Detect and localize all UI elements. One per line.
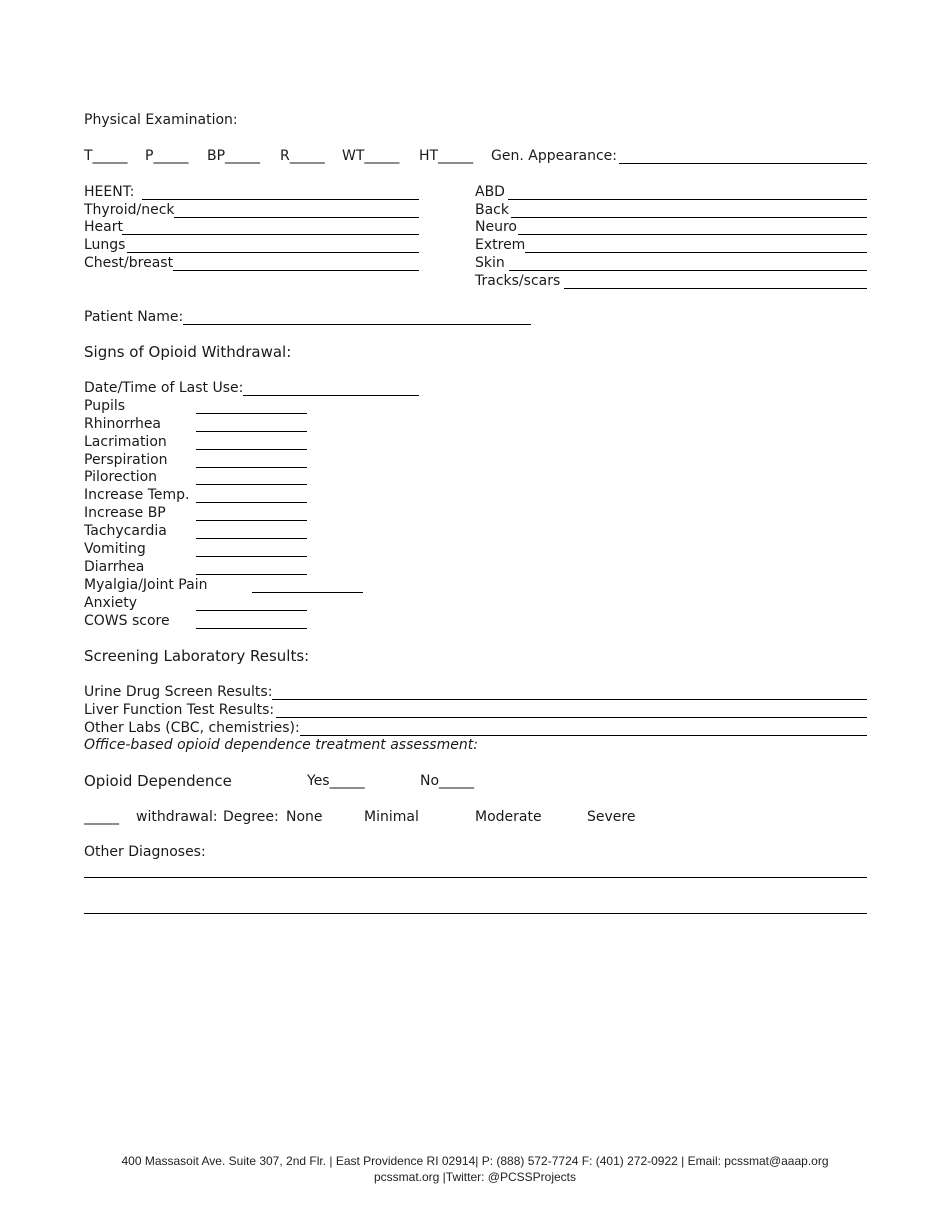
skin-label: Skin: [475, 255, 505, 271]
degree-severe[interactable]: Severe: [587, 809, 636, 825]
liver-function-field[interactable]: [276, 701, 867, 718]
neuro-field[interactable]: [518, 218, 867, 235]
sign-lacrimation-field[interactable]: [196, 433, 307, 450]
withdrawal-label: withdrawal:: [136, 809, 218, 825]
heent-label: HEENT:: [84, 184, 135, 200]
dependence-no[interactable]: No_____: [420, 773, 475, 789]
thyroid-neck-field[interactable]: [174, 201, 419, 218]
vital-bp[interactable]: BP_____: [207, 148, 261, 164]
liver-function-label: Liver Function Test Results:: [84, 702, 275, 718]
assessment-heading: Office-based opioid dependence treatment assessment:: [84, 737, 478, 753]
other-labs-field[interactable]: [300, 719, 867, 736]
vital-height[interactable]: HT_____: [419, 148, 474, 164]
patient-name-label: Patient Name:: [84, 309, 184, 325]
heart-label: Heart: [84, 219, 123, 235]
degree-minimal[interactable]: Minimal: [364, 809, 419, 825]
sign-tachycardia-field[interactable]: [196, 522, 307, 539]
sign-myalgia-label: Myalgia/Joint Pain: [84, 577, 208, 593]
extrem-field[interactable]: [525, 236, 867, 253]
lungs-field[interactable]: [127, 236, 419, 253]
tracks-scars-field[interactable]: [564, 272, 867, 289]
sign-diarrhea-label: Diarrhea: [84, 559, 145, 575]
back-label: Back: [475, 202, 509, 218]
dependence-yes[interactable]: Yes_____: [307, 773, 365, 789]
withdrawal-heading: Signs of Opioid Withdrawal:: [84, 343, 292, 361]
heart-field[interactable]: [122, 218, 419, 235]
sign-vomiting-label: Vomiting: [84, 541, 146, 557]
other-labs-label: Other Labs (CBC, chemistries):: [84, 720, 300, 736]
sign-increase-temp-label: Increase Temp.: [84, 487, 190, 503]
chest-breast-field[interactable]: [173, 254, 419, 271]
vital-weight[interactable]: WT_____: [342, 148, 400, 164]
sign-rhinorrhea-field[interactable]: [196, 415, 307, 432]
sign-lacrimation-label: Lacrimation: [84, 434, 167, 450]
sign-tachycardia-label: Tachycardia: [84, 523, 167, 539]
chest-breast-label: Chest/breast: [84, 255, 174, 271]
sign-pupils-field[interactable]: [196, 397, 307, 414]
footer-web-twitter: pcssmat.org |Twitter: @PCSSProjects: [373, 1170, 577, 1184]
physical-exam-heading: Physical Examination:: [84, 112, 238, 128]
other-diagnoses-line-2[interactable]: [84, 897, 867, 914]
last-use-label: Date/Time of Last Use:: [84, 380, 244, 396]
sign-perspiration-field[interactable]: [196, 451, 307, 468]
labs-heading: Screening Laboratory Results:: [84, 647, 310, 665]
vital-pulse[interactable]: P_____: [145, 148, 189, 164]
skin-field[interactable]: [509, 254, 867, 271]
sign-perspiration-label: Perspiration: [84, 452, 168, 468]
sign-increase-bp-label: Increase BP: [84, 505, 166, 521]
gen-appearance-label: Gen. Appearance:: [491, 148, 618, 164]
degree-none[interactable]: None: [286, 809, 323, 825]
cows-score-label: COWS score: [84, 613, 170, 629]
sign-pilorection-field[interactable]: [196, 468, 307, 485]
opioid-dependence-label: Opioid Dependence: [84, 772, 232, 790]
vital-respiration[interactable]: R_____: [280, 148, 325, 164]
urine-drug-screen-field[interactable]: [272, 683, 867, 700]
gen-appearance-field[interactable]: [619, 147, 867, 164]
heent-field[interactable]: [142, 183, 419, 200]
other-diagnoses-line-1[interactable]: [84, 861, 867, 878]
sign-vomiting-field[interactable]: [196, 540, 307, 557]
neuro-label: Neuro: [475, 219, 517, 235]
degree-label: Degree:: [223, 809, 279, 825]
other-diagnoses-label: Other Diagnoses:: [84, 844, 206, 860]
degree-moderate[interactable]: Moderate: [475, 809, 542, 825]
sign-pilorection-label: Pilorection: [84, 469, 158, 485]
cows-score-field[interactable]: [196, 612, 307, 629]
sign-anxiety-label: Anxiety: [84, 595, 138, 611]
vital-temperature[interactable]: T_____: [84, 148, 128, 164]
footer-address: 400 Massasoit Ave. Suite 307, 2nd Flr. | East Providence RI 02914| P: (888) 572-7724 F: (401) 272-0922 | Email: pcssmat@aaap.org: [121, 1154, 829, 1168]
abd-label: ABD: [475, 184, 505, 200]
abd-field[interactable]: [508, 183, 867, 200]
sign-rhinorrhea-label: Rhinorrhea: [84, 416, 162, 432]
sign-diarrhea-field[interactable]: [196, 558, 307, 575]
sign-anxiety-field[interactable]: [196, 594, 307, 611]
tracks-scars-label: Tracks/scars: [475, 273, 561, 289]
withdrawal-blank[interactable]: _____: [84, 809, 119, 825]
last-use-field[interactable]: [243, 379, 419, 396]
sign-increase-bp-field[interactable]: [196, 504, 307, 521]
extrem-label: Extrem: [475, 237, 526, 253]
sign-myalgia-field[interactable]: [252, 576, 363, 593]
sign-increase-temp-field[interactable]: [196, 486, 307, 503]
urine-drug-screen-label: Urine Drug Screen Results:: [84, 684, 273, 700]
back-field[interactable]: [511, 201, 867, 218]
lungs-label: Lungs: [84, 237, 126, 253]
patient-name-field[interactable]: [183, 308, 531, 325]
sign-pupils-label: Pupils: [84, 398, 126, 414]
thyroid-neck-label: Thyroid/neck: [84, 202, 175, 218]
